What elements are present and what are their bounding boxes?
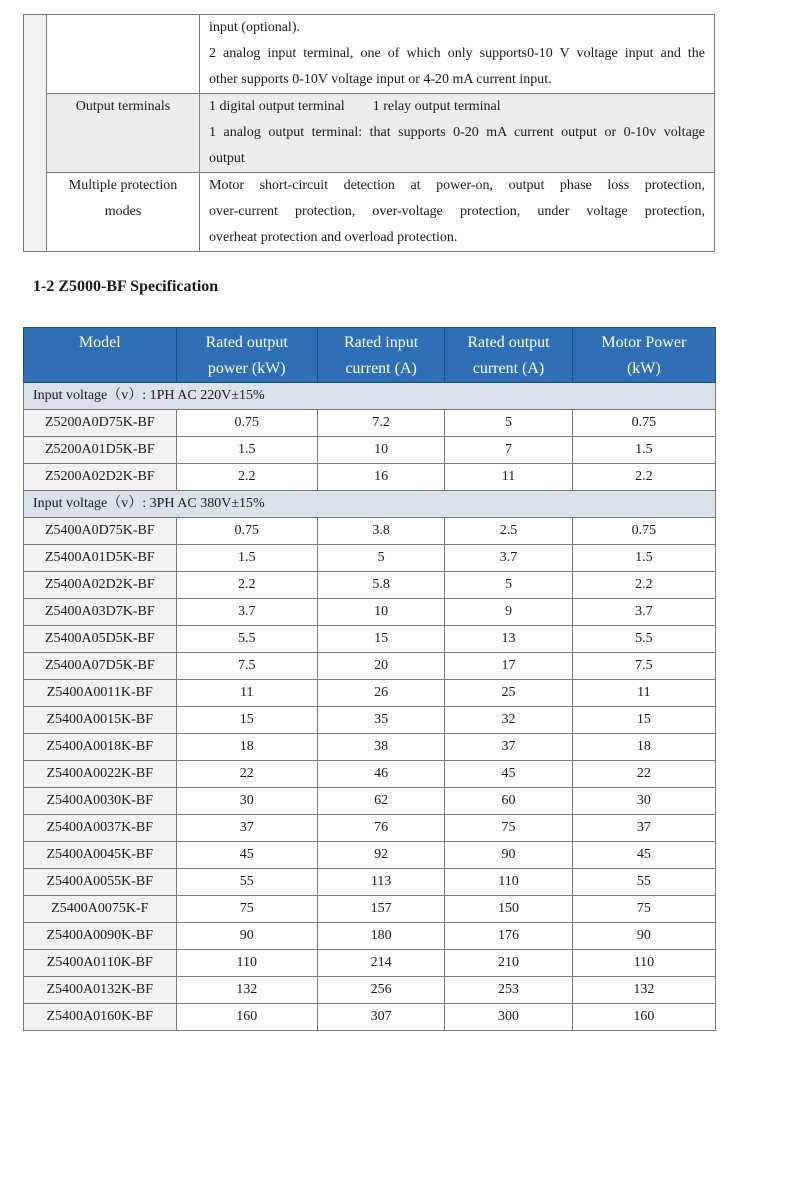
value-cell: 22 bbox=[572, 761, 715, 788]
table-row bbox=[24, 518, 716, 545]
model-cell: Z5400A07D5K-BF bbox=[24, 653, 177, 680]
value-cell: 38 bbox=[317, 734, 444, 761]
value-cell: 1.5 bbox=[572, 545, 715, 572]
model-cell: Z5400A0075K-F bbox=[24, 896, 177, 923]
feature-label-line: Multiple protection bbox=[68, 178, 178, 193]
column-header-line: Model bbox=[78, 334, 121, 351]
feature-description-line: 1 digital output terminal 1 relay output terminal bbox=[209, 99, 501, 114]
group-row bbox=[24, 491, 716, 518]
value-cell: 35 bbox=[317, 707, 444, 734]
value-cell: 300 bbox=[445, 1004, 572, 1031]
input-voltage-label: Input voltage（v）: 1PH AC 220V±15% bbox=[24, 383, 716, 410]
value-cell: 7.2 bbox=[317, 410, 444, 437]
value-cell: 16 bbox=[317, 464, 444, 491]
feature-row bbox=[24, 94, 715, 173]
feature-description-line: other supports 0-10V voltage input or 4-20 mA current input. bbox=[209, 72, 552, 87]
model-cell: Z5400A0D75K-BF bbox=[24, 518, 177, 545]
value-cell: 160 bbox=[572, 1004, 715, 1031]
table-row bbox=[24, 977, 716, 1004]
column-header-line: Rated input bbox=[343, 334, 419, 351]
value-cell: 5.8 bbox=[317, 572, 444, 599]
value-cell: 11 bbox=[176, 680, 317, 707]
table-row bbox=[24, 734, 716, 761]
model-cell: Z5200A0D75K-BF bbox=[24, 410, 177, 437]
value-cell: 30 bbox=[176, 788, 317, 815]
model-cell: Z5400A0022K-BF bbox=[24, 761, 177, 788]
column-header-line: power (kW) bbox=[207, 360, 286, 377]
value-cell: 90 bbox=[572, 923, 715, 950]
feature-row bbox=[24, 173, 715, 252]
value-cell: 15 bbox=[176, 707, 317, 734]
table-row bbox=[24, 869, 716, 896]
feature-label-line: Output terminals bbox=[75, 99, 171, 114]
value-cell: 10 bbox=[317, 599, 444, 626]
section-heading: 1-2 Z5000-BF Specification bbox=[33, 278, 219, 295]
value-cell: 1.5 bbox=[176, 545, 317, 572]
feature-description-line: over-current protection, over-voltage protection, under voltage protection, bbox=[209, 204, 705, 219]
value-cell: 3.7 bbox=[572, 599, 715, 626]
model-cell: Z5400A0160K-BF bbox=[24, 1004, 177, 1031]
feature-description bbox=[200, 15, 715, 94]
column-header-line: current (A) bbox=[472, 360, 545, 377]
feature-description-line: overheat protection and overload protection. bbox=[209, 230, 458, 245]
value-cell: 20 bbox=[317, 653, 444, 680]
table-header-row bbox=[24, 328, 716, 383]
value-cell: 176 bbox=[445, 923, 572, 950]
column-header-line: current (A) bbox=[345, 360, 417, 377]
value-cell: 7.5 bbox=[176, 653, 317, 680]
table-row bbox=[24, 437, 716, 464]
group-row bbox=[24, 383, 716, 410]
table-row bbox=[24, 464, 716, 491]
table-row bbox=[24, 1004, 716, 1031]
value-cell: 0.75 bbox=[176, 518, 317, 545]
value-cell: 55 bbox=[176, 869, 317, 896]
value-cell: 5.5 bbox=[176, 626, 317, 653]
value-cell: 160 bbox=[176, 1004, 317, 1031]
feature-description-line: 2 analog input terminal, one of which only supports0-10 V voltage input and the bbox=[209, 46, 705, 61]
feature-label bbox=[47, 173, 200, 252]
model-cell: Z5400A0110K-BF bbox=[24, 950, 177, 977]
value-cell: 132 bbox=[176, 977, 317, 1004]
model-cell: Z5400A0018K-BF bbox=[24, 734, 177, 761]
value-cell: 1.5 bbox=[176, 437, 317, 464]
value-cell: 2.5 bbox=[445, 518, 572, 545]
table-row bbox=[24, 950, 716, 977]
feature-label-line: modes bbox=[104, 204, 142, 219]
input-voltage-label: Input voltage（v）: 3PH AC 380V±15% bbox=[24, 491, 716, 518]
value-cell: 45 bbox=[176, 842, 317, 869]
specification-table bbox=[23, 327, 716, 1031]
column-header bbox=[24, 328, 177, 383]
table-row bbox=[24, 761, 716, 788]
table-row bbox=[24, 842, 716, 869]
value-cell: 132 bbox=[572, 977, 715, 1004]
value-cell: 76 bbox=[317, 815, 444, 842]
model-cell: Z5400A0037K-BF bbox=[24, 815, 177, 842]
table-row bbox=[24, 896, 716, 923]
value-cell: 7 bbox=[445, 437, 572, 464]
table-row bbox=[24, 599, 716, 626]
table-row bbox=[24, 572, 716, 599]
column-header-line: (kW) bbox=[626, 360, 661, 377]
model-cell: Z5400A0030K-BF bbox=[24, 788, 177, 815]
value-cell: 214 bbox=[317, 950, 444, 977]
value-cell: 46 bbox=[317, 761, 444, 788]
value-cell: 256 bbox=[317, 977, 444, 1004]
table-row bbox=[24, 923, 716, 950]
value-cell: 90 bbox=[176, 923, 317, 950]
feature-description-line: output bbox=[209, 151, 245, 166]
value-cell: 180 bbox=[317, 923, 444, 950]
value-cell: 307 bbox=[317, 1004, 444, 1031]
value-cell: 90 bbox=[445, 842, 572, 869]
value-cell: 3.7 bbox=[176, 599, 317, 626]
value-cell: 37 bbox=[445, 734, 572, 761]
value-cell: 113 bbox=[317, 869, 444, 896]
value-cell: 110 bbox=[176, 950, 317, 977]
value-cell: 5 bbox=[445, 410, 572, 437]
feature-row bbox=[24, 15, 715, 94]
value-cell: 11 bbox=[445, 464, 572, 491]
value-cell: 0.75 bbox=[176, 410, 317, 437]
features-table bbox=[23, 14, 715, 252]
feature-description-line: Motor short-circuit detection at power-on, output phase loss protection, bbox=[209, 178, 705, 193]
value-cell: 5 bbox=[445, 572, 572, 599]
table-row bbox=[24, 815, 716, 842]
value-cell: 5.5 bbox=[572, 626, 715, 653]
value-cell: 2.2 bbox=[572, 572, 715, 599]
value-cell: 3.8 bbox=[317, 518, 444, 545]
value-cell: 7.5 bbox=[572, 653, 715, 680]
column-header bbox=[176, 328, 317, 383]
value-cell: 30 bbox=[572, 788, 715, 815]
value-cell: 75 bbox=[445, 815, 572, 842]
value-cell: 110 bbox=[572, 950, 715, 977]
feature-description-line: 1 analog output terminal: that supports 0-20 mA current output or 0-10v voltage bbox=[209, 125, 705, 140]
value-cell: 45 bbox=[445, 761, 572, 788]
value-cell: 10 bbox=[317, 437, 444, 464]
value-cell: 92 bbox=[317, 842, 444, 869]
table-row bbox=[24, 707, 716, 734]
value-cell: 25 bbox=[445, 680, 572, 707]
value-cell: 253 bbox=[445, 977, 572, 1004]
model-cell: Z5400A0011K-BF bbox=[24, 680, 177, 707]
value-cell: 110 bbox=[445, 869, 572, 896]
feature-label bbox=[47, 15, 200, 94]
value-cell: 210 bbox=[445, 950, 572, 977]
value-cell: 75 bbox=[176, 896, 317, 923]
value-cell: 15 bbox=[572, 707, 715, 734]
model-cell: Z5200A02D2K-BF bbox=[24, 464, 177, 491]
table-row bbox=[24, 680, 716, 707]
feature-label bbox=[47, 94, 200, 173]
value-cell: 2.2 bbox=[176, 572, 317, 599]
value-cell: 37 bbox=[176, 815, 317, 842]
model-cell: Z5400A05D5K-BF bbox=[24, 626, 177, 653]
value-cell: 22 bbox=[176, 761, 317, 788]
value-cell: 157 bbox=[317, 896, 444, 923]
value-cell: 3.7 bbox=[445, 545, 572, 572]
value-cell: 75 bbox=[572, 896, 715, 923]
table-row bbox=[24, 545, 716, 572]
value-cell: 13 bbox=[445, 626, 572, 653]
table-row bbox=[24, 653, 716, 680]
feature-description bbox=[200, 173, 715, 252]
column-header bbox=[317, 328, 444, 383]
column-header-line: Motor Power bbox=[601, 334, 687, 351]
model-cell: Z5400A03D7K-BF bbox=[24, 599, 177, 626]
value-cell: 62 bbox=[317, 788, 444, 815]
feature-description bbox=[200, 94, 715, 173]
model-cell: Z5400A02D2K-BF bbox=[24, 572, 177, 599]
table-row bbox=[24, 626, 716, 653]
value-cell: 11 bbox=[572, 680, 715, 707]
value-cell: 32 bbox=[445, 707, 572, 734]
value-cell: 0.75 bbox=[572, 518, 715, 545]
column-header-line: Rated output bbox=[467, 334, 550, 351]
value-cell: 37 bbox=[572, 815, 715, 842]
value-cell: 1.5 bbox=[572, 437, 715, 464]
value-cell: 55 bbox=[572, 869, 715, 896]
column-header-line: Rated output bbox=[205, 334, 288, 351]
value-cell: 26 bbox=[317, 680, 444, 707]
value-cell: 2.2 bbox=[572, 464, 715, 491]
table-side-column bbox=[24, 15, 47, 252]
model-cell: Z5200A01D5K-BF bbox=[24, 437, 177, 464]
value-cell: 45 bbox=[572, 842, 715, 869]
value-cell: 150 bbox=[445, 896, 572, 923]
column-header bbox=[572, 328, 715, 383]
model-cell: Z5400A0090K-BF bbox=[24, 923, 177, 950]
value-cell: 60 bbox=[445, 788, 572, 815]
value-cell: 5 bbox=[317, 545, 444, 572]
value-cell: 17 bbox=[445, 653, 572, 680]
table-row bbox=[24, 410, 716, 437]
model-cell: Z5400A0132K-BF bbox=[24, 977, 177, 1004]
value-cell: 2.2 bbox=[176, 464, 317, 491]
value-cell: 15 bbox=[317, 626, 444, 653]
table-row bbox=[24, 788, 716, 815]
model-cell: Z5400A01D5K-BF bbox=[24, 545, 177, 572]
value-cell: 0.75 bbox=[572, 410, 715, 437]
model-cell: Z5400A0015K-BF bbox=[24, 707, 177, 734]
column-header bbox=[445, 328, 572, 383]
model-cell: Z5400A0055K-BF bbox=[24, 869, 177, 896]
value-cell: 18 bbox=[572, 734, 715, 761]
value-cell: 9 bbox=[445, 599, 572, 626]
feature-description-line: input (optional). bbox=[209, 20, 300, 35]
model-cell: Z5400A0045K-BF bbox=[24, 842, 177, 869]
value-cell: 18 bbox=[176, 734, 317, 761]
